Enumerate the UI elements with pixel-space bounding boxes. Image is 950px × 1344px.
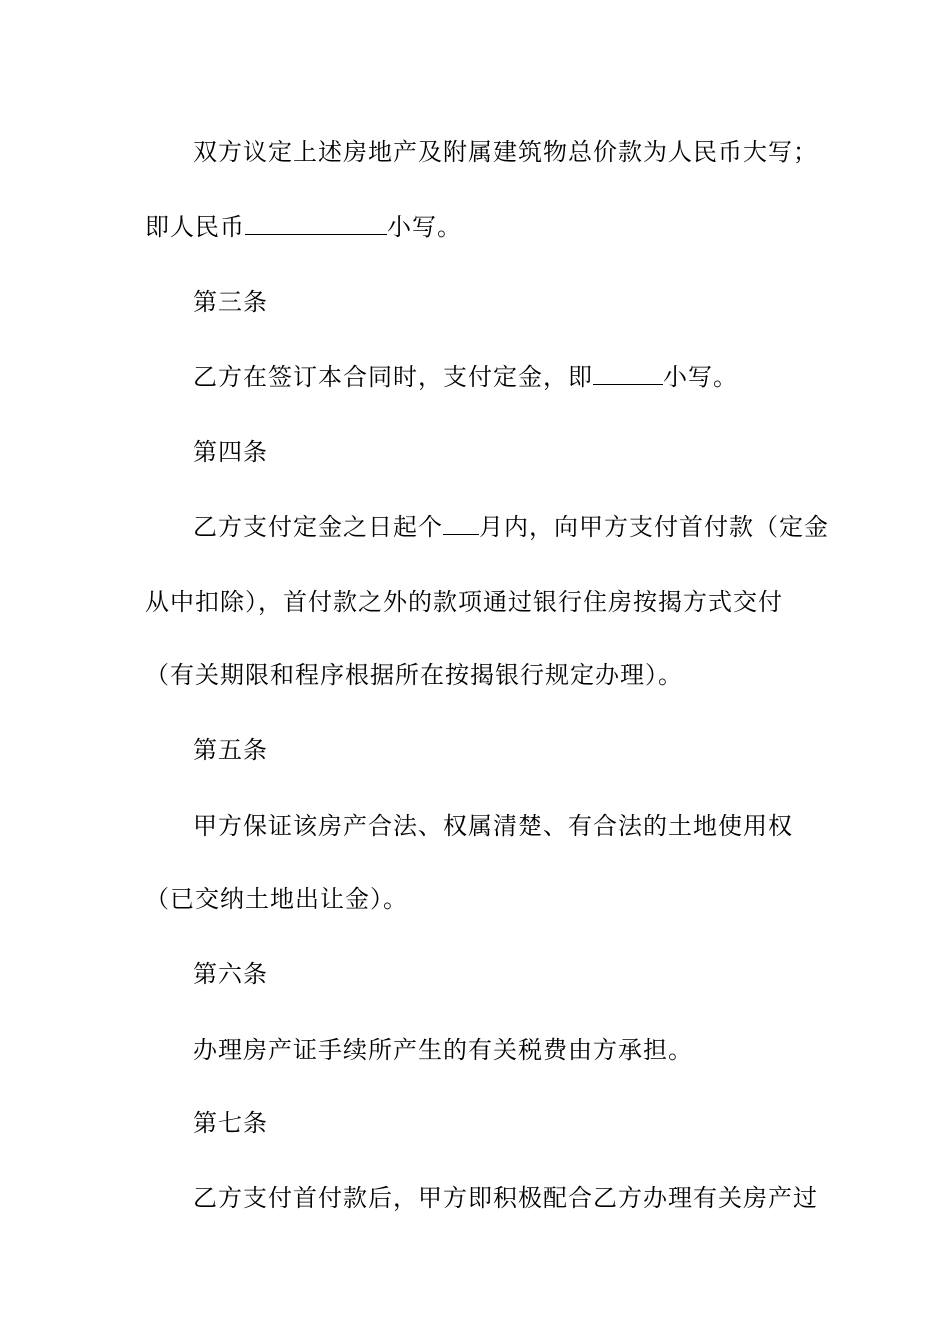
paragraph-transfer (193, 1183, 818, 1213)
article-heading-6 (193, 959, 268, 989)
paragraph-taxes (193, 1035, 693, 1065)
paragraph-guarantee-end (145, 884, 408, 914)
fill-in-blank (593, 364, 663, 385)
text-line: 双方议定上述房地产及附属建筑物总价款为人民币大写； (193, 138, 818, 166)
article-title: 第七条 (193, 1109, 268, 1137)
article-title: 第三条 (193, 288, 268, 316)
paragraph-guarantee (193, 811, 793, 841)
text-line: 甲方保证该房产合法、权属清楚、有合法的土地使用权 (193, 812, 793, 840)
text-line: 小写。 (663, 363, 738, 391)
article-heading-5 (193, 735, 268, 765)
text-line: 乙方在签订本合同时，支付定金，即 (193, 363, 593, 391)
text-line: （已交纳土地出让金）。 (145, 885, 408, 913)
paragraph-down-payment-end (145, 660, 683, 690)
article-heading-3 (193, 287, 268, 317)
paragraph-down-payment (193, 512, 829, 542)
fill-in-blank (443, 514, 479, 535)
text-line: （有关期限和程序根据所在按揭银行规定办理）。 (145, 661, 683, 689)
text-line: 小写。 (387, 213, 462, 241)
text-line: 即人民币 (145, 213, 245, 241)
text-line: 乙方支付定金之日起个 (193, 513, 443, 541)
paragraph-deposit (193, 362, 738, 392)
article-title: 第五条 (193, 736, 268, 764)
article-heading-4 (193, 437, 268, 467)
article-heading-7 (193, 1108, 268, 1138)
article-title: 第六条 (193, 960, 268, 988)
text-line: 从中扣除），首付款之外的款项通过银行住房按揭方式交付 (145, 588, 783, 616)
text-line: 乙方支付首付款后，甲方即积极配合乙方办理有关房产过 (193, 1184, 818, 1212)
paragraph-down-payment-cont (145, 587, 783, 617)
text-line: 月内，向甲方支付首付款（定金 (479, 513, 829, 541)
paragraph-total-price (193, 137, 818, 167)
article-title: 第四条 (193, 438, 268, 466)
fill-in-blank (245, 214, 387, 235)
text-line: 办理房产证手续所产生的有关税费由方承担。 (193, 1036, 693, 1064)
paragraph-rmb-amount (145, 212, 462, 242)
